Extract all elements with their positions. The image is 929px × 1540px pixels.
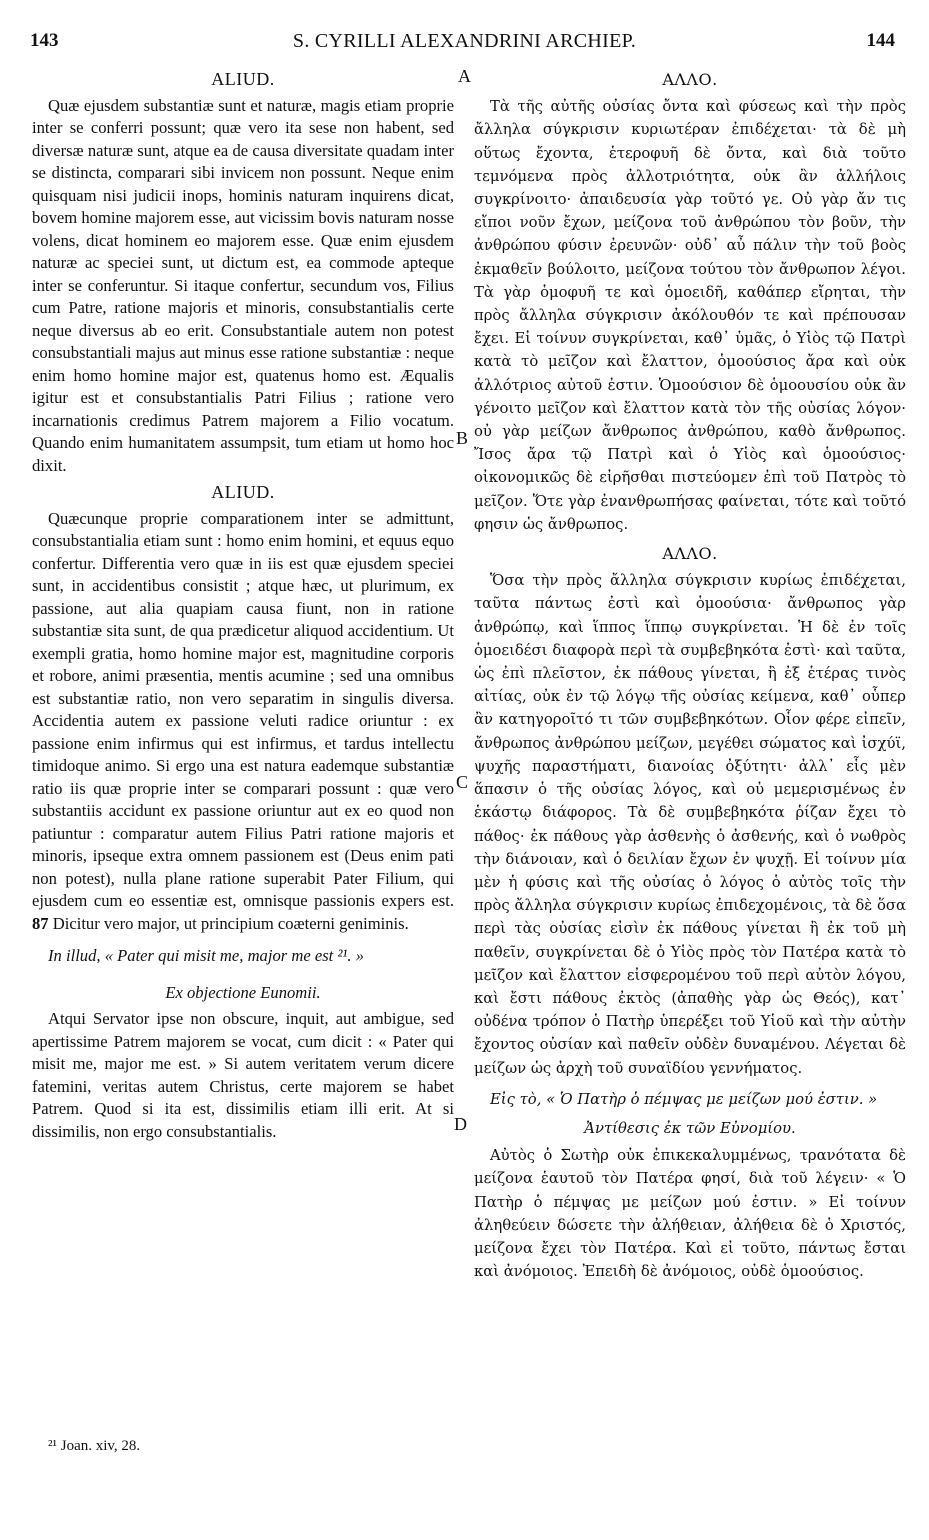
column-number: 87 — [32, 913, 49, 933]
margin-letter-b: B — [456, 428, 469, 448]
aliud-heading-1: ALIUD. — [211, 69, 275, 89]
ex-objectione-heading: Ex objectione Eunomii. — [165, 982, 321, 1002]
page-number-right: 144 — [866, 30, 895, 51]
antithesis-heading: Ἀντίθεσις ἐκ τῶν Εὐνομίου. — [584, 1119, 796, 1137]
greek-column — [474, 68, 906, 1283]
allo-paragraph-1: Τὰ τῆς αὐτῆς οὐσίας ὄντα καὶ φύσεως καὶ τὴν πρὸς ἄλληλα σύγκρισιν κυριωτέραν ἐπιδέχεται· τὰ δὲ μὴ οὕτως ἔχοντα, ἑτεροφυῆ δὲ ὄντα, καὶ διὰ τοῦτο τεμνόμενα πρὸς ἀλλοτριότητα, οὐκ ἂν ἀλλήλοις συγκρίνοιτο· ἀπαιδευσία γὰρ τοῦτό γε. Οὐ γὰρ ἄν τις εἴποι νοῦν ἔχων, μείζονα τοῦ ἀνθρώπου τὸν βοῦν, τὴν ἀνθρώπου φύσιν ἐρευνῶν· οὐδ᾽ αὖ πάλιν τὴν τοῦ βοὸς ἐκμαθεῖν βούλοιτο, μείζονα τούτου τὸν ἄνθρωπον λέγοι. Τὰ γὰρ ὁμοφυῆ τε καὶ ὁμοειδῆ, καθάπερ εἴρηται, τὴν πρὸς ἄλληλα σύγκρισιν ἀκόλουθόν τε καὶ πρέπουσαν ἔχει. Εἰ τοίνυν συγκρίνεται, καθ᾽ ὑμᾶς, ὁ Υἱὸς τῷ Πατρὶ κατὰ τὸ μεῖζον καὶ ἔλαττον, ὁμοούσιος ἄρα καὶ οὐκ ἀλλότριος αὐτοῦ ἐστιν. Ὁμοούσιον δὲ ὁμοουσίου οὐκ ἂν γένοιτο μεῖζον καὶ ἔλαττον κατὰ τὸν τῆς οὐσίας λόγον· οὐ γὰρ μείζων ἄνθρωπος ἀνθρώπου, καθὸ ἄνθρωπος. Ἴσος ἄρα τῷ Πατρὶ καὶ ὁ Υἱὸς καὶ ὁμοούσιος· οἰκονομικῶς δὲ εἰρῆσθαι πιστεύομεν ἐπὶ τοῦ Πατρὸς τὸ μεῖζον. Ὅτε γὰρ ἐνανθρωπήσας φαίνεται, τότε καὶ τοῦτό φησιν ὡς ἄνθρωπος. — [474, 98, 906, 533]
allo-heading-2: ΑΛΛΟ. — [662, 544, 718, 564]
running-header — [0, 22, 929, 62]
aliud-paragraph-2-b: Dicitur vero major, ut principium coæterni geniminis. — [52, 913, 409, 933]
margin-letter-c: C — [456, 772, 469, 792]
latin-column — [32, 68, 454, 1143]
running-title: S. CYRILLI ALEXANDRINI ARCHIEP. — [292, 30, 637, 52]
allo-paragraph-2: Ὅσα τὴν πρὸς ἄλληλα σύγκρισιν κυρίως ἐπιδέχεται, ταῦτα πάντως ἐστὶ καὶ ὁμοούσια· ἄνθρωπος γὰρ ἀνθρώπῳ, καὶ ἵππος ἵππῳ συγκρίνεται. Ἡ δὲ ἐν τοῖς ὁμοειδέσι διαφορὰ περὶ τὰ συμβεβηκότα ἐστὶ· καὶ ταῦτα, ὡς ἐπὶ πλεῖστον, ἐκ πάθους γίνεται, ἢ ἐξ ἑτέρας τινὸς αἰτίας, οὐκ ἐν τῷ λόγῳ τῆς οὐσίας κείμενα, καθ᾽ οὗπερ ἂν κατηγοροῖτό τι τῶν συμβεβηκότων. Οἷον φέρε εἰπεῖν, ἄνθρωπος ἀνθρώπου μείζων, μεγέθει σώματος καὶ ἰσχύϊ, ψυχῆς παραστήματι, διανοίας ὀξύτητι· ἀλλ᾽ εἷς μὲν ἅπασιν ὁ τῆς οὐσίας λόγος, καὶ οὐ μεμερισμένως ἐν ἑκάστῳ διάφορος. Τὰ δὲ συμβεβηκότα ῥίζαν ἔχει τὸ πάθος· ἐκ πάθους γὰρ ἀσθενὴς ὁ ἀσθενής, καὶ ὁ νωθρὸς τὴν διάνοιαν, καὶ ὁ δειλίαν ἔχων ἐν ψυχῇ. Εἰ τοίνυν μία μὲν ἡ φύσις καὶ τῆς οὐσίας ὁ λόγος ὁ αὐτὸς τοῖς τὴν πρὸς ἄλληλα σύγκρισιν κυρίως ἐπιδεχομένοις, τὰ δὲ ὅσα περὶ τὰς οὐσίας εἰσὶν ἐκ πάθους γίνεται ἢ ἐκ τοῦ μὴ παθεῖν, συγκρίνεται δὲ ὁ Υἱὸς πρὸς τὸν Πατέρα κατὰ τὸ μεῖζον καὶ ἔλαττον εἰσφερομένου τοῦ περὶ αὐτὸν λόγου, καὶ ἔστι πάθους ἐκτὸς (ἀπαθὴς γὰρ ὡς Θεός), κατ᾽ οὐδένα τρόπον ὁ Πατὴρ ὑπερέξει τοῦ Υἱοῦ καὶ τὴν αὐτὴν ἔχοντος οὐσίαν καὶ παθεῖν οὐδὲν δυναμένου. Λέγεται δὲ μείζων ὡς ἀρχὴ τοῦ συναϊδίου γεννήματος. — [474, 572, 906, 1077]
aliud-paragraph-1: Quæ ejusdem substantiæ sunt et naturæ, magis etiam proprie inter se conferri possunt; quæ vero ita sese non habent, sed diversæ naturæ sunt, atque ea de causa diversitate quadam inter se distincta, comparari sibi invicem non possunt. Neque enim quisquam nisi judicii inops, hominis naturam inquirens dicat, bovem homine majorem esse, aut vicissim bovis naturam nosse volens, dicat hominem eo majorem esse. Quæ enim ejusdem naturæ ac speciei sunt, ut dictum est, ea commode apteque inter se conferuntur. Si itaque confertur, secundum vos, Filius cum Patre, ratione majoris et minoris, consubstantialis certe neque diversus ab eo erit. Consubstantiale autem non potest consubstantiali majus aut minus esse ratione substantiæ : neque enim homo homine major est, quatenus homo est. Æqualis igitur est et consubstantialis Patri Filius ; ratione vero incarnationis credimus Patrem majorem a Filio vocatum. Quando enim humanitatem assumpsit, tum etiam ut homo hoc dixit. — [32, 95, 454, 475]
aliud-heading-2: ALIUD. — [211, 482, 275, 502]
aliud-paragraph-2-a: Quæcunque proprie comparationem inter se admittunt, consubstantialia etiam sunt : homo enim homini, et equus equo confertur. Differentia vero quæ in iis est quæ ejusdem speciei sunt, in accidentibus consistit ; atque hæc, ut plurimum, ex passione, aut alia quapiam causa fiunt, non in ratione substantiæ sita sunt, de qua prædicetur aliquod accidentium. Ut exempli gratia, homo homine major est, magnitudine corporis et robore, animi præsentia, mentis acumine ; sed una omnibus est substantiæ ratio, non vero separatim in singulis diversa. Accidentia autem ex passione veluti radice oriuntur : ex passione enim infirmus qui est infirmus, et tardus intellectu timidoque animo. Si ergo una est natura eademque substantiæ ratio iis quæ proprie inter se comparari possunt : quæ vero substantiis accidunt ex passione oriuntur aut ex eo quod non patiuntur : comparatur autem Filius Patri ratione majoris et minoris, ipseque extra omnem passionem est (Deus enim pati non potest), nulla plane ratione superabit Pater Filium, qui ejusdem cum eo essentiæ est, omnisque passionis expers est. — [32, 508, 454, 910]
ex-objectione-paragraph: Atqui Servator ipse non obscure, inquit, aut ambigue, sed apertissime Patrem majorem se vocat, cum dicit : « Pater qui misit me, major me est. » Si autem veritatem verum dicere fatemini, veritas autem Christus, certe majorem se habet Patrem. Quod si ita est, dissimilis etiam illi erit. At si dissimilis, non ergo consubstantialis. — [32, 1009, 454, 1141]
footnote: ²¹ Joan. xiv, 28. — [48, 1438, 141, 1454]
allo-heading-1: ΑΛΛΟ. — [662, 70, 718, 89]
in-illud-line: In illud, « Pater qui misit me, major me est ²¹. » — [48, 946, 364, 965]
page-number-left: 143 — [30, 30, 59, 51]
aliud-paragraph-2 — [32, 508, 454, 936]
antithesis-paragraph: Αὐτὸς ὁ Σωτὴρ οὐκ ἐπικεκαλυμμένως, τρανότατα δὲ μείζονα ἑαυτοῦ τὸν Πατέρα φησί, διὰ τοῦ λέγειν· « Ὁ Πατὴρ ὁ πέμψας με μείζων μού ἐστιν. » Εἰ τοίνυν ἀληθεύειν δώσετε τὴν ἀλήθειαν, ἀλήθεια δὲ ὁ Χριστός, μείζονα ἔχει τὸν Πατέρα. Καὶ εἰ τοῦτο, πάντως ἔσται καὶ ἀνόμοιος. Ἐπειδὴ δὲ ἀνόμοιος, οὐδὲ ὁμοούσιος. — [474, 1147, 906, 1281]
eis-to-line: Εἰς τὸ, « Ὁ Πατὴρ ὁ πέμψας με μείζων μού ἐστιν. » — [490, 1090, 878, 1108]
margin-letter-a: A — [458, 66, 471, 86]
margin-letter-d: D — [454, 1114, 467, 1134]
